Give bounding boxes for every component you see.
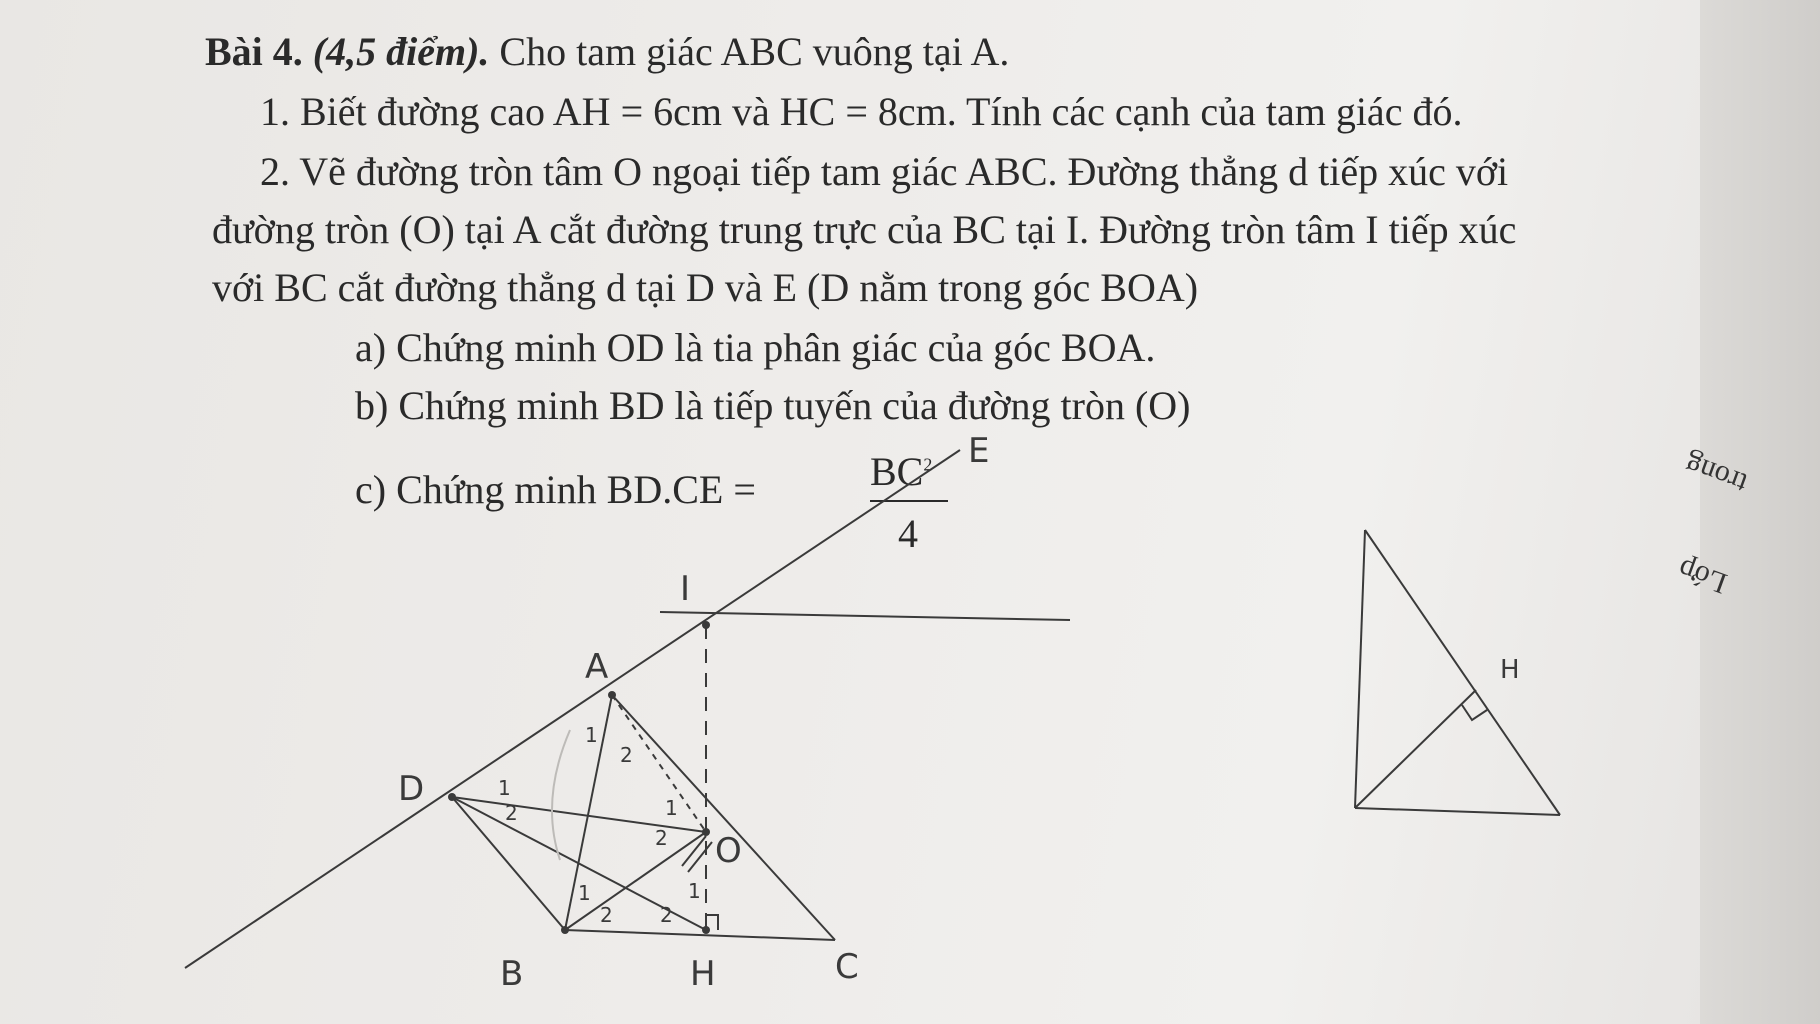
angle-mark: 2 [600,903,613,927]
angle-mark: 2 [655,826,668,850]
side-bc [565,930,835,940]
angle-mark: 1 [498,776,511,800]
problem-points: (4,5 điểm). [312,29,490,74]
horizontal-line [660,612,1070,620]
angle-mark: 1 [578,881,591,905]
label-e: E [968,431,990,471]
question-1: 1. Biết đường cao AH = 6cm và HC = 8cm. Tính các cạnh của tam giác đó. [260,89,1463,134]
question-c: c) Chứng minh BD.CE = [355,467,756,512]
side-ac [612,695,835,940]
question-2-line-1: 2. Vẽ đường tròn tâm O ngoại tiếp tam giác ABC. Đường thẳng d tiếp xúc với [260,149,1509,194]
label-c: C [835,947,859,987]
fraction-numerator: $BC^2$ [870,449,933,494]
label-a: A [585,647,609,687]
problem-intro: Cho tam giác ABC vuông tại A. [499,29,1010,74]
point-b [561,926,569,934]
point-h [702,926,710,934]
circle-arc [552,730,570,860]
angle-mark: 2 [505,801,518,825]
small-triangle-sketch [1355,530,1560,815]
angle-mark: 2 [620,743,633,767]
small-label-h: H [1500,655,1520,685]
side-text-1: trong [1680,447,1752,500]
angle-mark: 1 [585,723,598,747]
label-d: D [398,769,425,809]
question-b: b) Chứng minh BD là tiếp tuyến của đường tròn (O) [355,383,1191,428]
label-o: O [715,831,742,871]
side-text-2: Lớp [1673,552,1732,600]
label-b: B [500,954,524,994]
problem-title: Bài 4. [205,29,303,74]
angle-mark: 1 [688,879,701,903]
label-i: I [680,569,691,609]
point-a [608,691,616,699]
label-h: H [690,954,716,994]
question-2-line-2: đường tròn (O) tại A cắt đường trung trực của BC tại I. Đường tròn tâm I tiếp xúc [212,207,1517,252]
fraction-denominator: 4 [898,511,918,556]
question-a: a) Chứng minh OD là tia phân giác của góc BOA. [355,325,1156,370]
point-o [702,828,710,836]
point-i [702,621,710,629]
question-2-line-3: với BC cắt đường thẳng d tại D và E (D nằm trong góc BOA) [212,265,1199,310]
point-d [448,793,456,801]
angle-mark: 1 [665,796,678,820]
angle-mark: 2 [660,903,673,927]
